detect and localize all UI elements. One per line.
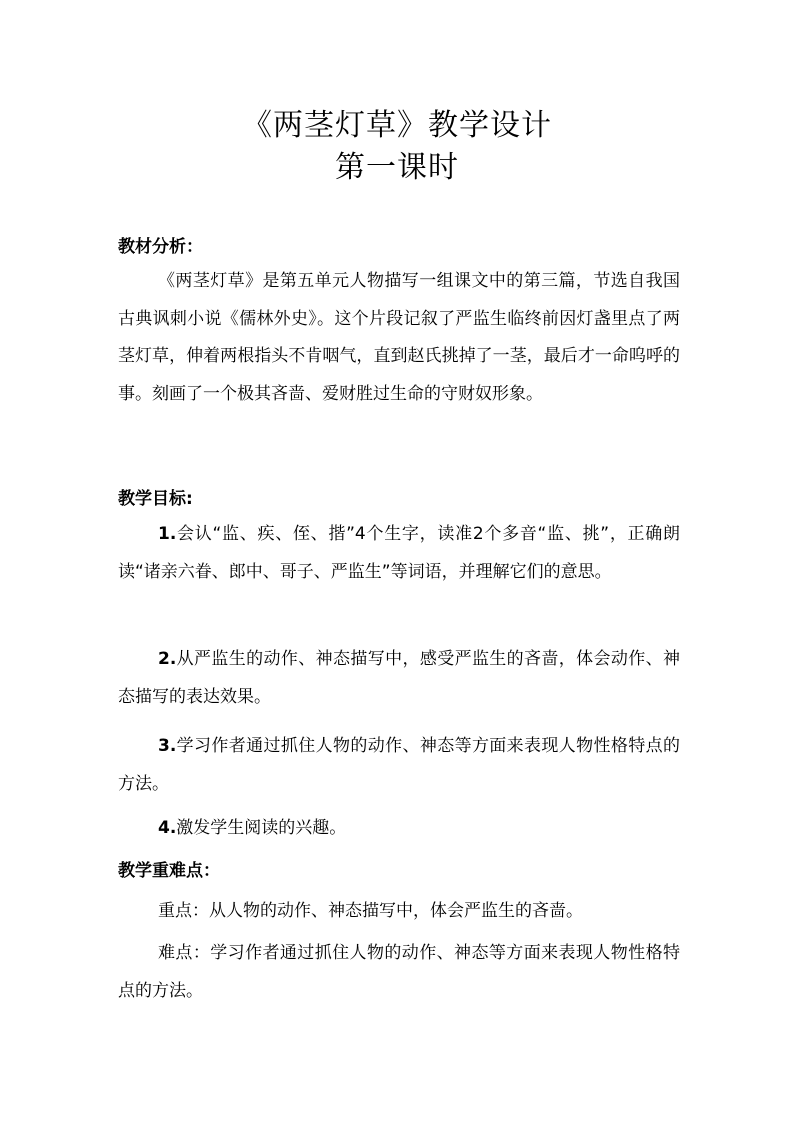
goal-text: 从严监生的动作、神态描写中，感受严监生的吝啬，体会动作、神态描写的表达效果。 [118,649,680,707]
analysis-paragraph: 《两茎灯草》是第五单元人物描写一组课文中的第三篇，节选自我国古典讽刺小说《儒林外史》。这个片段记叙了严监生临终前因灯盏里点了两茎灯草，伸着两根指头不肯咽气，直到赵氏挑掉了一茎，最后才一命呜呼的事。刻画了一个极其吝啬、爱财胜过生命的守财奴形象。 [118,271,680,404]
key-points-heading: 教学重难点： [118,861,220,881]
goal-item-1 [118,516,680,591]
goal-item-4 [118,810,680,848]
goals-heading: 教学目标: [118,489,193,509]
goal-text: 会认“监、疾、侄、揩”4个生字，读准2个多音“监、挑”，正确朗读“诸亲六眷、郎中、哥子、严监生”等词语，并理解它们的意思。 [118,524,680,582]
goal-number: 4. [158,818,177,838]
goal-item-3 [118,728,680,803]
key-point-difficulty: 难点：学习作者通过抓住人物的动作、神态等方面来表现人物性格特点的方法。 [118,943,680,1001]
goal-number: 2. [158,649,177,669]
goal-text: 激发学生阅读的兴趣。 [176,818,347,838]
goal-text: 学习作者通过抓住人物的动作、神态等方面来表现人物性格特点的方法。 [118,736,680,794]
goal-item-2 [118,641,680,716]
goal-number: 3. [158,736,177,756]
document-subtitle: 第一课时 [335,150,459,185]
key-point-focus: 重点：从人物的动作、神态描写中，体会严监生的吝啬。 [158,901,583,921]
goal-number: 1. [158,524,177,544]
document-title: 《两茎灯草》教学设计 [242,108,552,143]
analysis-heading: 教材分析： [118,237,203,257]
